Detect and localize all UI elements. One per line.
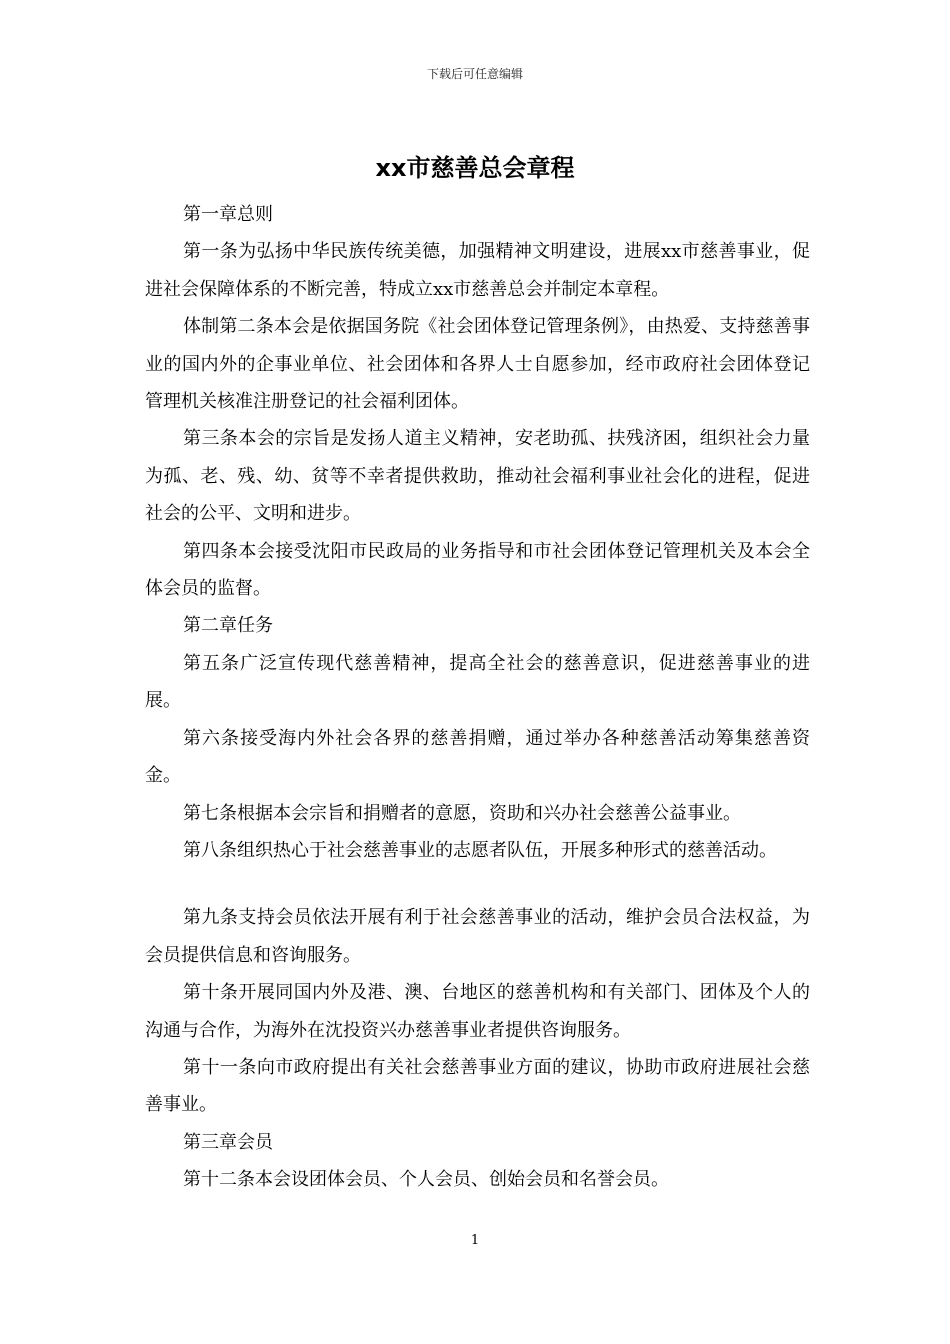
chapter-heading: 第一章总则	[183, 204, 273, 225]
document-body	[145, 196, 810, 1199]
header-note: 下载后可任意编辑	[426, 67, 523, 81]
article-paragraph: 第四条本会接受沈阳市民政局的业务指导和市社会团体登记管理机关及本会全体会员的监督。	[145, 540, 810, 600]
article-paragraph: 第十二条本会设团体会员、个人会员、创始会员和名誉会员。	[183, 1169, 669, 1191]
article-paragraph: 第七条根据本会宗旨和捐赠者的意愿，资助和兴办社会慈善公益事业。	[183, 802, 741, 824]
document-title: xx市慈善总会章程	[375, 154, 575, 182]
article-paragraph: 第一条为弘扬中华民族传统美德，加强精神文明建设，进展xx市慈善事业，促进社会保障体系的不断完善，特成立xx市慈善总会并制定本章程。	[145, 241, 810, 300]
chapter-heading: 第三章会员	[183, 1131, 273, 1153]
page-number: 1	[470, 1233, 480, 1248]
article-paragraph: 第十条开展同国内外及港、澳、台地区的慈善机构和有关部门、团体及个人的沟通与合作，为海外在沈投资兴办慈善事业者提供咨询服务。	[145, 982, 810, 1041]
article-paragraph: 第三条本会的宗旨是发扬人道主义精神，安老助孤、扶残济困，组织社会力量为孤、老、残、幼、贫等不幸者提供救助，推动社会福利事业社会化的进程，促进社会的公平、文明和进步。	[145, 428, 810, 525]
article-paragraph: 第六条接受海内外社会各界的慈善捐赠，通过举办各种慈善活动筹集慈善资金。	[145, 727, 810, 787]
article-paragraph: 第十一条向市政府提出有关社会慈善事业方面的建议，协助市政府进展社会慈善事业。	[145, 1056, 810, 1116]
article-paragraph: 第八条组织热心于社会慈善事业的志愿者队伍，开展多种形式的慈善活动。	[183, 839, 777, 861]
article-paragraph: 体制第二条本会是依据国务院《社会团体登记管理条例》，由热爱、支持慈善事业的国内外的企事业单位、社会团体和各界人士自愿参加，经市政府社会团体登记管理机关核准注册登记的社会福利团体。	[145, 316, 810, 413]
chapter-heading: 第二章任务	[183, 615, 273, 637]
article-paragraph: 第五条广泛宣传现代慈善精神，提高全社会的慈善意识，促进慈善事业的进展。	[145, 652, 810, 712]
article-paragraph: 第九条支持会员依法开展有利于社会慈善事业的活动，维护会员合法权益，为会员提供信息和咨询服务。	[145, 907, 810, 966]
